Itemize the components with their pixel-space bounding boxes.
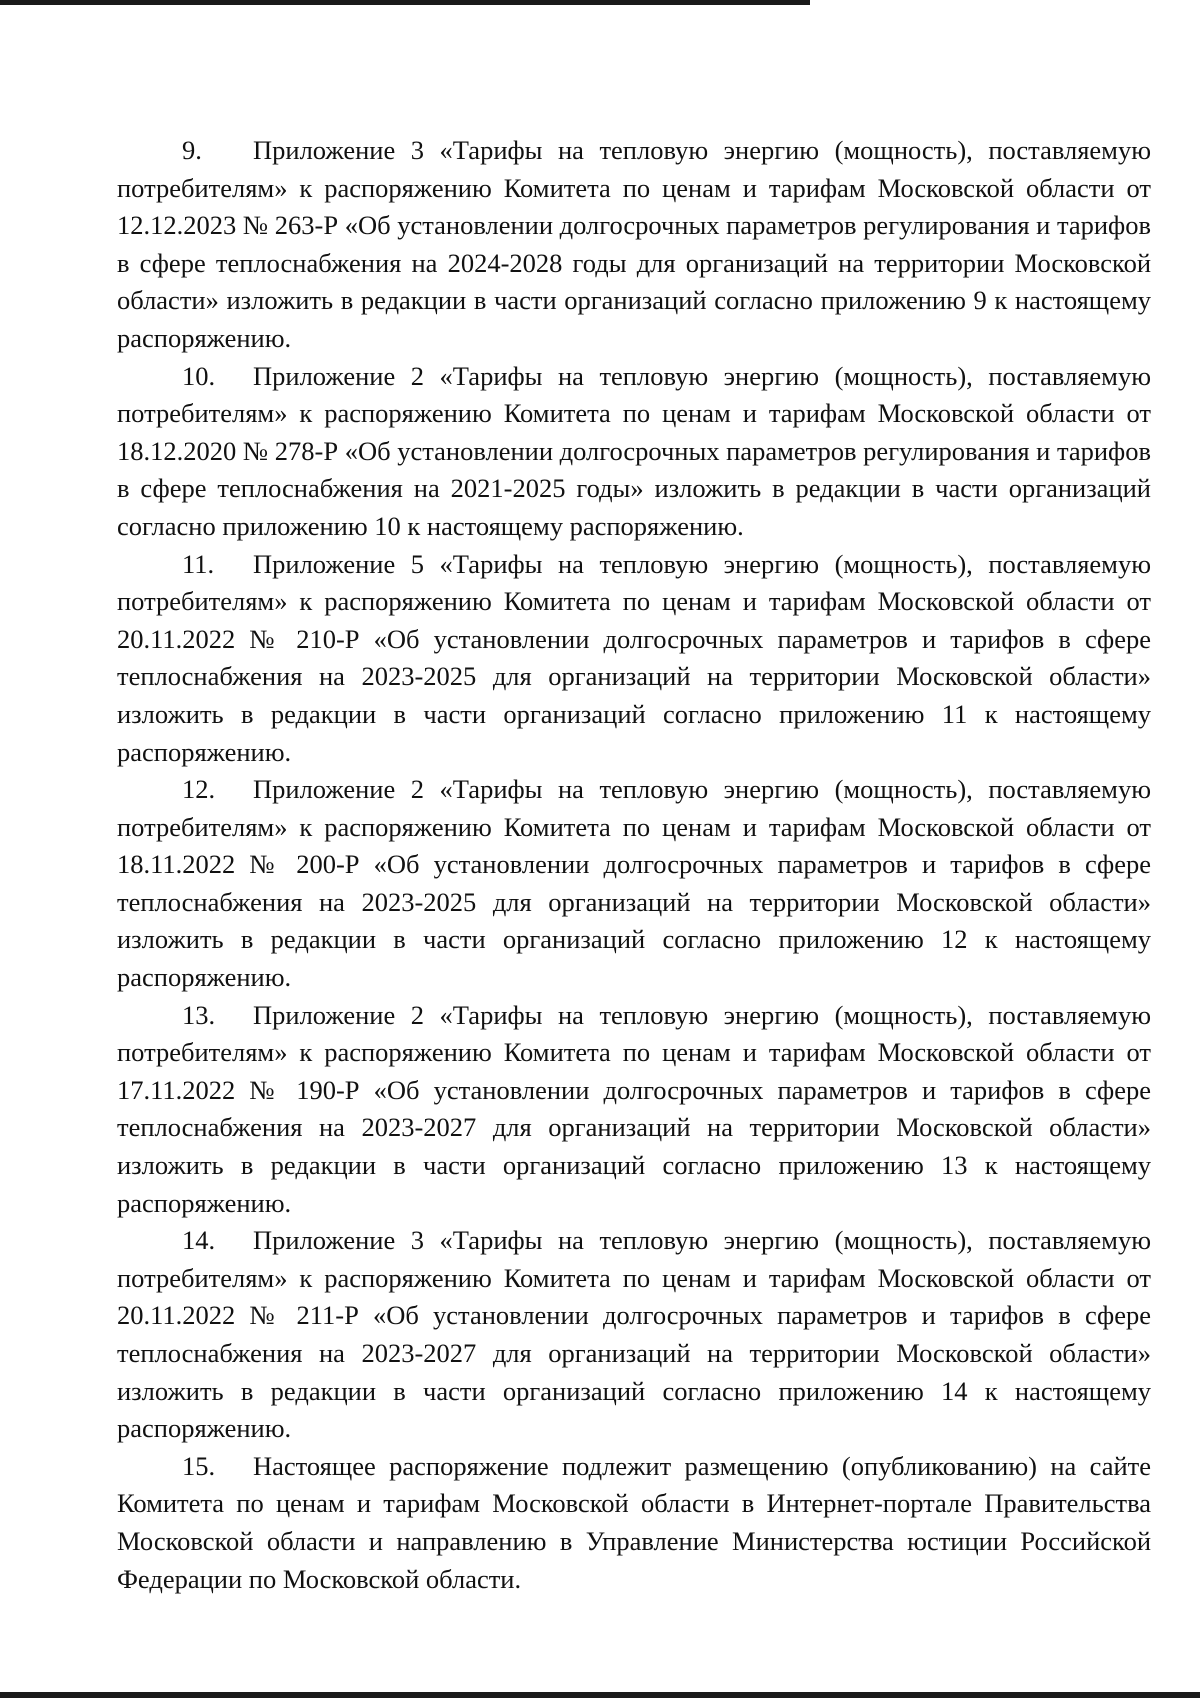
- clause-number: 9.: [182, 135, 202, 165]
- clause-number: 13.: [182, 999, 216, 1030]
- clause-number: 12.: [182, 774, 216, 805]
- clause-text: Приложение 2 «Тарифы на тепловую энергию (мощность), поставляемую потребителям» к распоряжению Комитета по ценам и тарифам Московской области от 18.11.2022 № 200-Р «Об установлении долгосрочных параметров и тарифов в сфере теплоснабжения на 2023-2025 для организаций на территории Московской области» изложить в редакции в части организаций согласно приложению 12 к настоящему распоряжению.: [117, 774, 1151, 993]
- clause-number: 15.: [182, 1450, 216, 1481]
- clause-number: 10.: [182, 360, 216, 391]
- document-page: [117, 132, 1151, 1598]
- clause-9: [117, 132, 1151, 358]
- clause-14: [117, 1222, 1151, 1448]
- clause-text: Настоящее распоряжение подлежит размещению (опубликованию) на сайте Комитета по ценам и тарифам Московской области в Интернет-портале Правительства Московской области и направлению в Управление Министерства юстиции Российской Федерации по Московской области.: [117, 1450, 1151, 1594]
- clause-11: [117, 546, 1151, 772]
- clause-text: Приложение 3 «Тарифы на тепловую энергию (мощность), поставляемую потребителям» к распоряжению Комитета по ценам и тарифам Московской области от 20.11.2022 № 211-Р «Об установлении долгосрочных параметров и тарифов в сфере теплоснабжения на 2023-2027 для организаций на территории Московской области» изложить в редакции в части организаций согласно приложению 14 к настоящему распоряжению.: [117, 1225, 1151, 1444]
- clause-number: 11.: [182, 548, 215, 579]
- clause-text: Приложение 3 «Тарифы на тепловую энергию (мощность), поставляемую потребителям» к распоряжению Комитета по ценам и тарифам Московской области от 12.12.2023 № 263-Р «Об установлении долгосрочных параметров регулирования и тарифов в сфере теплоснабжения на 2024-2028 годы для организаций на территории Московской области» изложить в редакции в части организаций согласно приложению 9 к настоящему распоряжению.: [117, 135, 1151, 353]
- scan-edge-top: [0, 0, 810, 5]
- clause-12: [117, 771, 1151, 997]
- scan-edge-bottom: [0, 1692, 1200, 1698]
- clause-10: [117, 358, 1151, 546]
- clause-text: Приложение 5 «Тарифы на тепловую энергию (мощность), поставляемую потребителям» к распоряжению Комитета по ценам и тарифам Московской области от 20.11.2022 № 210-Р «Об установлении долгосрочных параметров и тарифов в сфере теплоснабжения на 2023-2025 для организаций на территории Московской области» изложить в редакции в части организаций согласно приложению 11 к настоящему распоряжению.: [117, 548, 1151, 767]
- clause-text: Приложение 2 «Тарифы на тепловую энергию (мощность), поставляемую потребителям» к распоряжению Комитета по ценам и тарифам Московской области от 17.11.2022 № 190-Р «Об установлении долгосрочных параметров и тарифов в сфере теплоснабжения на 2023-2027 для организаций на территории Московской области» изложить в редакции в части организаций согласно приложению 13 к настоящему распоряжению.: [117, 999, 1151, 1218]
- clause-number: 14.: [182, 1225, 216, 1256]
- clause-13: [117, 997, 1151, 1223]
- clause-15: [117, 1448, 1151, 1598]
- clause-text: Приложение 2 «Тарифы на тепловую энергию (мощность), поставляемую потребителям» к распоряжению Комитета по ценам и тарифам Московской области от 18.12.2020 № 278-Р «Об установлении долгосрочных параметров регулирования и тарифов в сфере теплоснабжения на 2021-2025 годы» изложить в редакции в части организаций согласно приложению 10 к настоящему распоряжению.: [117, 360, 1151, 541]
